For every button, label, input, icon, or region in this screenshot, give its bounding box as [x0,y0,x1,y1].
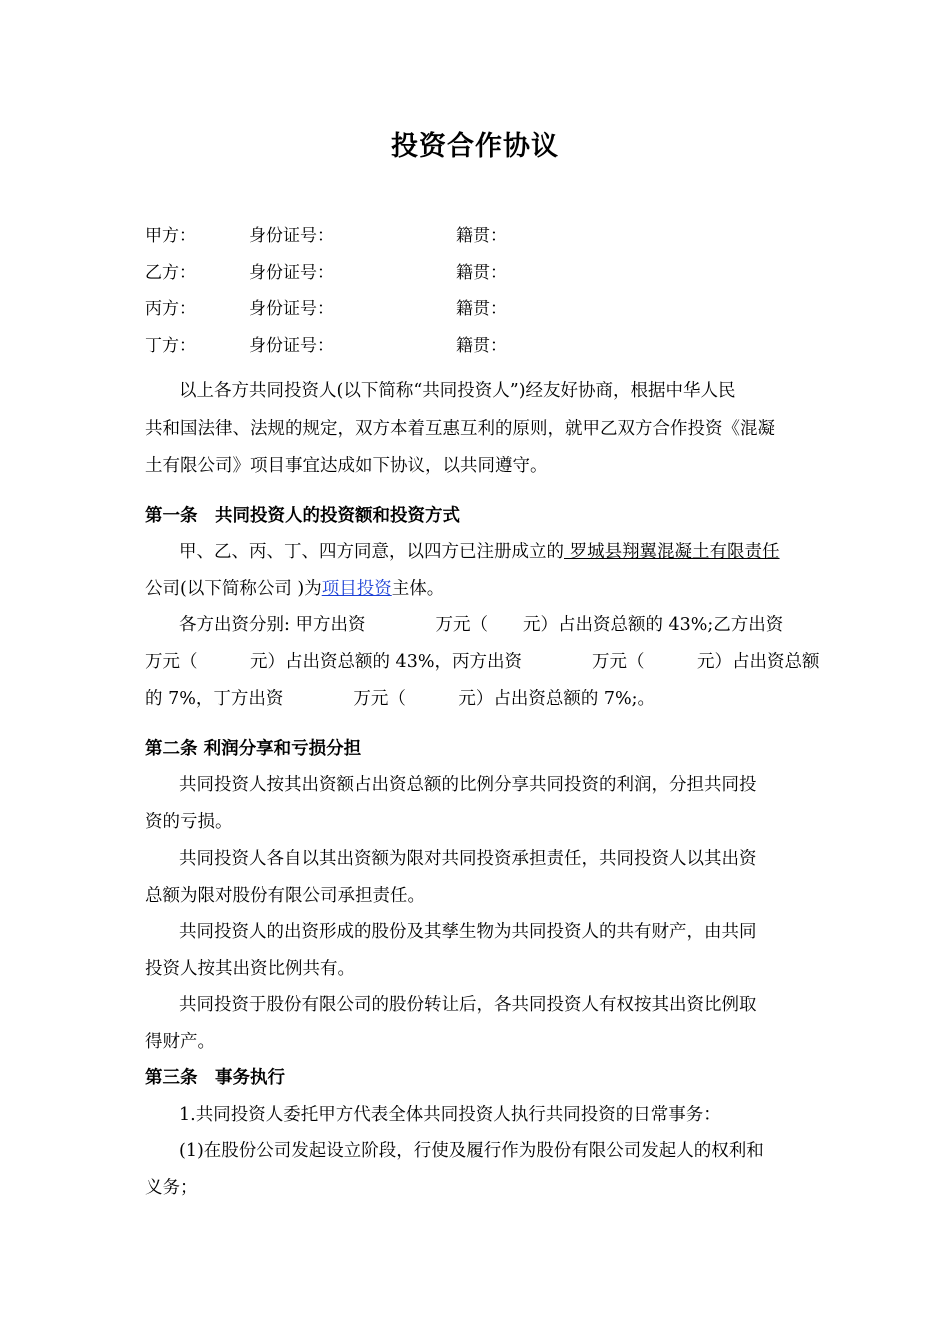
article-3-heading: 第三条 事务执行 [145,1068,285,1088]
article-2-p1-line-1: 共同投资人按其出资额占出资总额的比例分享共同投资的利润，分担共同投 [179,775,757,795]
article-1-p2-line-3: 的 7%，丁方出资 万元（ 元）占出资总额的 7%;。 [145,689,656,709]
article-3-p1: 1.共同投资人委托甲方代表全体共同投资人执行共同投资的日常事务： [179,1105,721,1125]
article-2-p3-line-1: 共同投资人的出资形成的股份及其孳生物为共同投资人的共有财产，由共同 [179,922,757,942]
article-1-heading: 第一条 共同投资人的投资额和投资方式 [145,506,460,526]
article-1-p2-line-1: 各方出资分别: 甲方出资 万元（ 元）占出资总额的 43%;乙方出资 [179,615,784,635]
party-name: 甲方： [145,226,196,246]
party-origin-label: 籍贯： [456,263,507,283]
party-origin-label: 籍贯： [456,226,507,246]
party-origin-label: 籍贯： [456,336,507,356]
article-1-p1-line-1 [179,538,780,563]
text-span: 甲、乙、丙、丁、四方同意，以四方已注册成立的 [179,542,564,562]
preamble-line-1: 以上各方共同投资人(以下简称“共同投资人”)经友好协商，根据中华人民 [179,381,736,401]
party-name: 乙方： [145,263,196,283]
party-name: 丁方： [145,336,196,356]
party-id-label: 身份证号： [249,299,334,319]
article-2-p1-line-2: 资的亏损。 [145,812,233,832]
document-title: 投资合作协议 [391,131,559,162]
article-2-p4-line-2: 得财产。 [145,1032,215,1052]
text-span: 公司(以下简称公司 )为 [145,579,322,599]
article-1-p2-line-2: 万元（ 元）占出资总额的 43%，丙方出资 万元（ 元）占出资总额 [145,652,820,672]
article-1-p1-line-2 [145,575,444,600]
article-3-p2-line-1: (1)在股份公司发起设立阶段，行使及履行作为股份有限公司发起人的权利和 [179,1141,764,1161]
article-3-p2-line-2: 义务； [145,1178,198,1198]
article-2-p2-line-2: 总额为限对股份有限公司承担责任。 [145,886,425,906]
preamble-line-3: 土有限公司》项目事宜达成如下协议，以共同遵守。 [145,456,548,476]
party-id-label: 身份证号： [249,263,334,283]
party-name: 丙方： [145,299,196,319]
article-2-p3-line-2: 投资人按其出资比例共有。 [145,959,355,979]
article-2-p4-line-1: 共同投资于股份有限公司的股份转让后，各共同投资人有权按其出资比例取 [179,995,757,1015]
article-2-heading: 第二条 利润分享和亏损分担 [145,739,362,759]
company-name: 罗城县翔翼混凝土有限责任 [564,542,780,562]
article-2-p2-line-1: 共同投资人各自以其出资额为限对共同投资承担责任，共同投资人以其出资 [179,849,757,869]
party-origin-label: 籍贯： [456,299,507,319]
party-id-label: 身份证号： [249,226,334,246]
project-investment-link[interactable]: 项目投资 [321,579,392,599]
party-id-label: 身份证号： [249,336,334,356]
text-span: 主体。 [391,579,445,599]
preamble-line-2: 共和国法律、法规的规定，双方本着互惠互利的原则，就甲乙双方合作投资《混凝 [145,419,775,439]
